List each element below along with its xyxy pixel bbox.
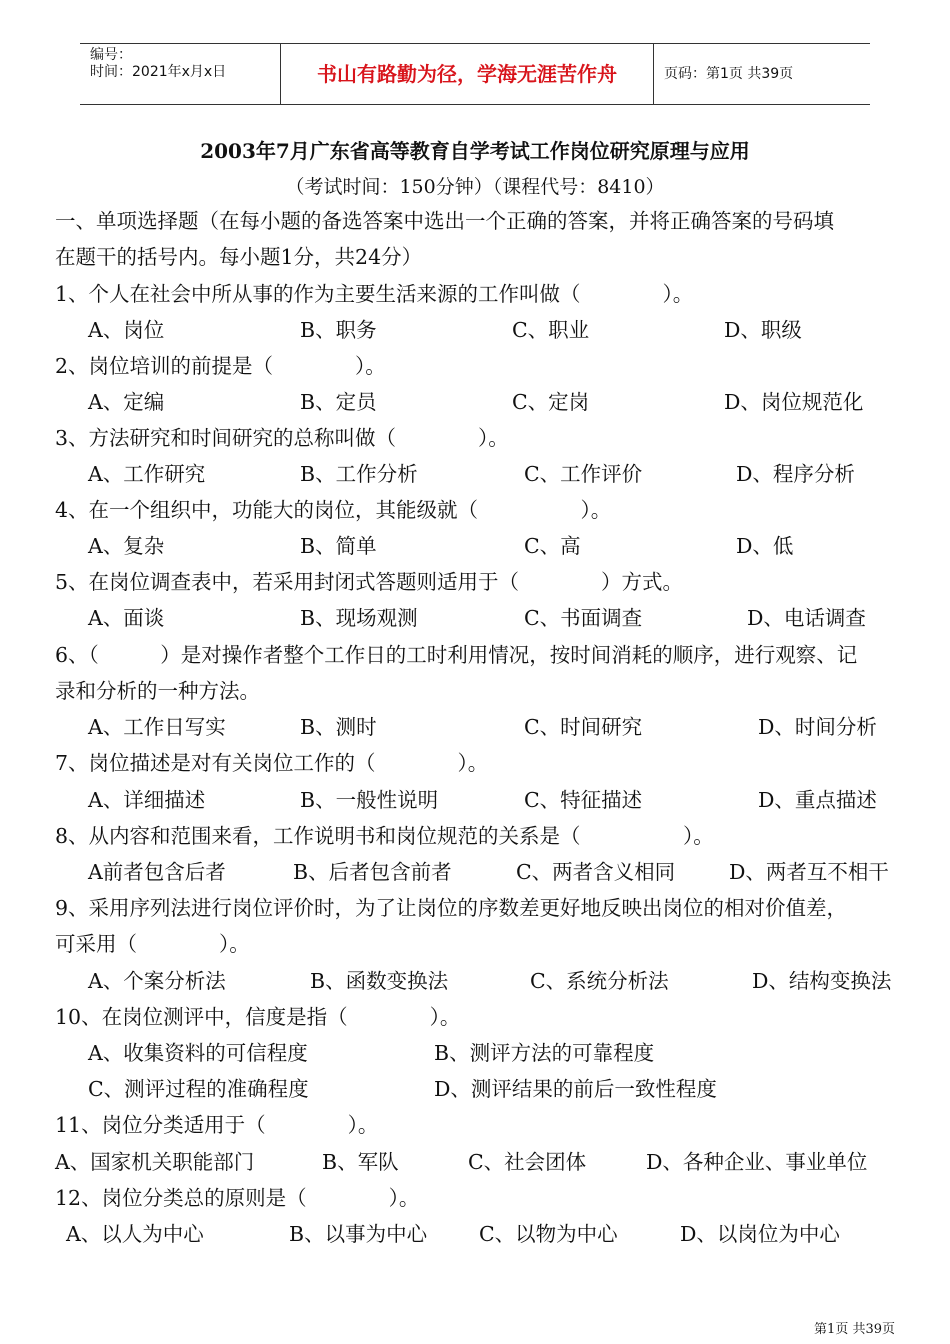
- section-heading-line2: 在题干的括号内。每小题1分，共24分）: [55, 245, 423, 269]
- option-c: C、系统分析法: [530, 969, 669, 993]
- option-b: B、函数变换法: [310, 969, 449, 993]
- header-meta: [80, 44, 281, 104]
- option-a: A、详细描述: [88, 788, 206, 812]
- option-b: B、以事为中心: [289, 1222, 428, 1246]
- option-b: B、定员: [300, 390, 377, 414]
- code-label: 编号：: [90, 47, 132, 63]
- option-c: C、两者含义相同: [516, 860, 676, 884]
- option-d: D、时间分析: [758, 715, 877, 739]
- question-stem: 8、从内容和范围来看，工作说明书和岗位规范的关系是（ ）。: [55, 824, 714, 848]
- document-subtitle: （考试时间：150分钟）（课程代号：8410）: [285, 176, 665, 198]
- option-a: A、工作研究: [88, 462, 206, 486]
- document-title: 2003年7月广东省高等教育自学考试工作岗位研究原理与应用: [200, 139, 750, 163]
- option-d: D、测评结果的前后一致性程度: [434, 1077, 717, 1101]
- option-b: B、一般性说明: [300, 788, 439, 812]
- question-stem-continued: 可采用（ ）。: [55, 932, 250, 956]
- option-a: A前者包含后者: [88, 860, 226, 884]
- option-b: B、测时: [300, 715, 377, 739]
- question-stem: 3、方法研究和时间研究的总称叫做（ ）。: [55, 426, 509, 450]
- option-a: A、国家机关职能部门: [55, 1150, 255, 1174]
- option-a: A、个案分析法: [88, 969, 226, 993]
- option-b: B、军队: [322, 1150, 399, 1174]
- header-motto: 书山有路勤为径，学海无涯苦作舟: [281, 44, 654, 104]
- option-c: C、测评过程的准确程度: [88, 1077, 309, 1101]
- option-d: D、重点描述: [758, 788, 877, 812]
- option-c: C、书面调查: [524, 606, 643, 630]
- option-b: B、后者包含前者: [293, 860, 452, 884]
- question-stem: 11、岗位分类适用于（ ）。: [55, 1113, 379, 1137]
- option-c: C、社会团体: [468, 1150, 587, 1174]
- option-c: C、高: [524, 534, 581, 558]
- question-stem-continued: 录和分析的一种方法。: [55, 679, 260, 703]
- question-stem: 12、岗位分类总的原则是（ ）。: [55, 1186, 420, 1210]
- option-b: B、工作分析: [300, 462, 418, 486]
- page-header: [80, 43, 870, 105]
- question-stem: 5、在岗位调查表中，若采用封闭式答题则适用于（ ）方式。: [55, 570, 684, 594]
- option-d: D、以岗位为中心: [680, 1222, 840, 1246]
- question-stem: 7、岗位描述是对有关岗位工作的（ ）。: [55, 751, 489, 775]
- option-c: C、以物为中心: [479, 1222, 618, 1246]
- option-b: B、简单: [300, 534, 377, 558]
- time-label: 时间：2021年x月x日: [90, 64, 227, 80]
- question-stem: 4、在一个组织中，功能大的岗位，其能级就（ ）。: [55, 498, 612, 522]
- option-a: A、定编: [88, 390, 165, 414]
- question-stem: 6、（ ）是对操作者整个工作日的工时利用情况，按时间消耗的顺序，进行观察、记: [55, 643, 858, 667]
- option-c: C、时间研究: [524, 715, 643, 739]
- option-d: D、两者互不相干: [729, 860, 889, 884]
- option-d: D、职级: [724, 318, 802, 342]
- question-stem: 10、在岗位测评中，信度是指（ ）。: [55, 1005, 461, 1029]
- option-b: B、测评方法的可靠程度: [434, 1041, 655, 1065]
- option-d: D、岗位规范化: [724, 390, 864, 414]
- section-heading-line1: 一、单项选择题（在每小题的备选答案中选出一个正确的答案，并将正确答案的号码填: [55, 209, 834, 233]
- option-c: C、工作评价: [524, 462, 643, 486]
- option-a: A、面谈: [88, 606, 165, 630]
- question-stem: 1、个人在社会中所从事的作为主要生活来源的工作叫做（ ）。: [55, 282, 694, 306]
- question-stem: 9、采用序列法进行岗位评价时，为了让岗位的序数差更好地反映出岗位的相对价值差，: [55, 896, 848, 920]
- page-footer: 第1页 共39页: [814, 1322, 895, 1337]
- option-c: C、特征描述: [524, 788, 643, 812]
- option-a: A、复杂: [88, 534, 165, 558]
- option-a: A、以人为中心: [66, 1222, 204, 1246]
- option-c: C、定岗: [512, 390, 590, 414]
- option-d: D、电话调查: [747, 606, 866, 630]
- option-c: C、职业: [512, 318, 590, 342]
- option-a: A、收集资料的可信程度: [88, 1041, 308, 1065]
- option-d: D、低: [736, 534, 794, 558]
- option-d: D、程序分析: [736, 462, 855, 486]
- option-a: A、工作日写实: [88, 715, 226, 739]
- header-page-info: 页码：第1页 共39页: [664, 66, 794, 82]
- question-stem: 2、岗位培训的前提是（ ）。: [55, 354, 386, 378]
- option-d: D、结构变换法: [752, 969, 892, 993]
- option-d: D、各种企业、事业单位: [646, 1150, 868, 1174]
- option-a: A、岗位: [88, 318, 165, 342]
- option-b: B、现场观测: [300, 606, 418, 630]
- option-b: B、职务: [300, 318, 377, 342]
